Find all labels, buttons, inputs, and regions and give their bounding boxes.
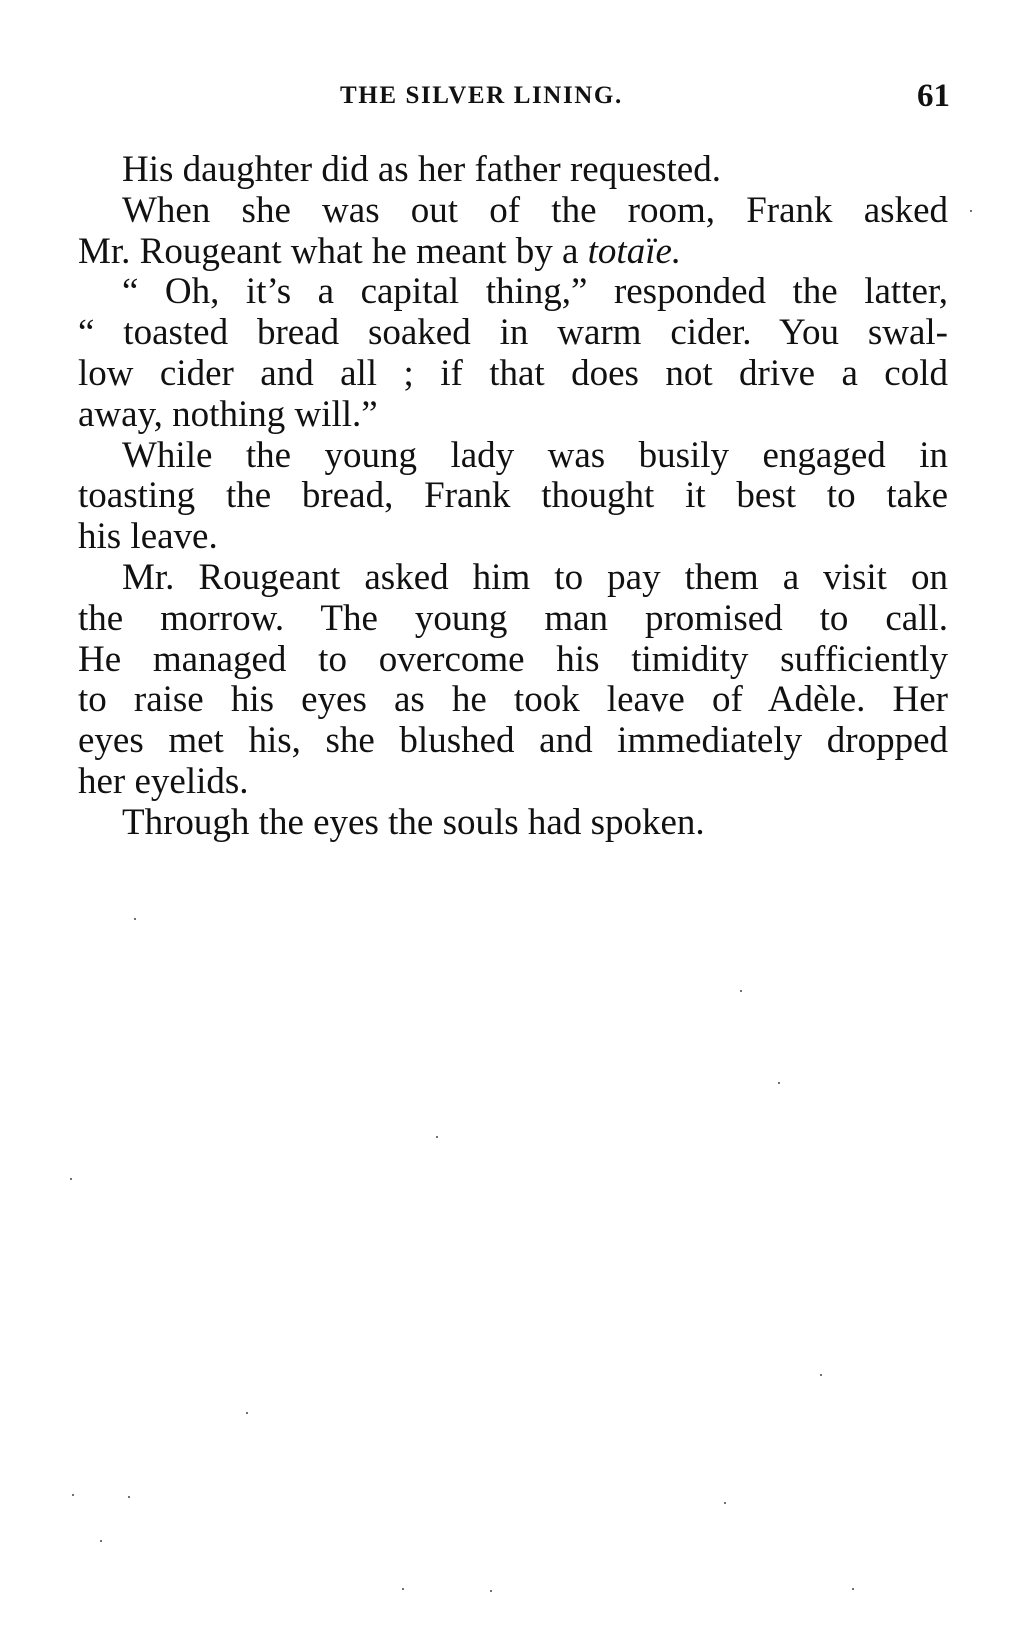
text-line: her eyelids.: [78, 760, 249, 802]
scan-speck: [724, 1502, 726, 1504]
scan-speck: [852, 1588, 854, 1590]
running-head: [80, 78, 950, 118]
scan-speck: [402, 1588, 404, 1590]
text-line: “ Oh, it’s a capital thing,” responded the latter,: [122, 271, 948, 313]
text-line: He managed to overcome his timidity sufficiently: [78, 638, 948, 680]
text-line: “ toasted bread soaked in warm cider. You swal-: [78, 312, 948, 354]
text-line: the morrow. The young man promised to call.: [78, 597, 948, 639]
body-text: [78, 150, 948, 844]
text-line: His daughter did as her father requested.: [122, 149, 721, 190]
text-line: [78, 232, 948, 273]
scan-speck: [970, 210, 972, 212]
scan-speck: [820, 1374, 822, 1376]
scan-speck: [490, 1590, 492, 1592]
scan-speck: [72, 1494, 74, 1496]
scan-speck: [778, 1082, 780, 1084]
text-line: eyes met his, she blushed and immediately dropped: [78, 720, 948, 762]
text-line: his leave.: [78, 516, 218, 558]
scan-speck: [70, 1178, 72, 1180]
scan-speck: [246, 1412, 248, 1414]
text-line: low cider and all ; if that does not drive a cold: [78, 352, 948, 394]
scan-speck: [436, 1136, 438, 1138]
scan-speck: [100, 1540, 102, 1542]
text-line-start: Mr. Rougeant what he meant by a: [78, 230, 588, 272]
scan-speck: [128, 1496, 130, 1498]
italic-word: totaïe.: [587, 230, 682, 272]
text-line: Mr. Rougeant asked him to pay them a visit on: [122, 556, 948, 598]
text-line: to raise his eyes as he took leave of Adèle. Her: [78, 679, 948, 721]
running-head-title: THE SILVER LINING.: [340, 82, 623, 109]
scan-speck: [134, 918, 136, 920]
text-line: away, nothing will.”: [78, 393, 378, 435]
scan-speck: [740, 990, 742, 992]
text-line: While the young lady was busily engaged in: [122, 434, 948, 476]
text-line: Through the eyes the souls had spoken.: [122, 801, 705, 843]
text-line: When she was out of the room, Frank asked: [122, 189, 948, 231]
text-line: toasting the bread, Frank thought it best to take: [78, 475, 948, 517]
page-number: 61: [917, 78, 950, 114]
